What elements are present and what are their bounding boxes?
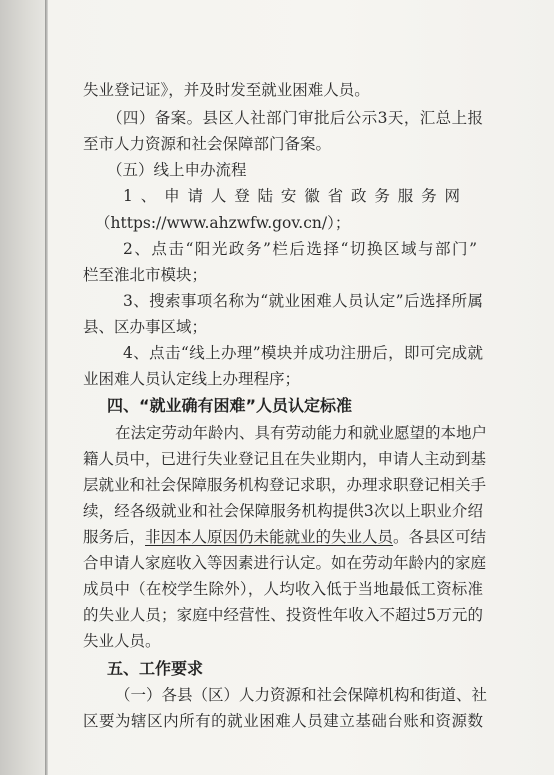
binding-spine xyxy=(45,0,48,775)
text-line: 成员中（在校学生除外），人均收入低于当地最低工资标准 xyxy=(83,580,483,598)
text-line: 至市人力资源和社会保障部门备案。 xyxy=(83,135,332,153)
text-line: 失业人员。 xyxy=(83,632,161,650)
text-line: （https://www.ahzwfw.gov.cn/）； xyxy=(95,214,351,232)
text-line: 失业登记证》，并及时发至就业困难人员。 xyxy=(83,81,370,99)
text-line: 县、区办事区域； xyxy=(83,318,208,336)
text-segment: 服务后， xyxy=(83,528,146,546)
text-line: 1、申请人登陆安徽省政务服务网 xyxy=(123,187,465,205)
text-line: 区要为辖区内所有的就业困难人员建立基础台账和资源数 xyxy=(83,712,483,730)
text-line: 2、点击“阳光政务”栏后选择“切换区域与部门” xyxy=(123,240,477,258)
text-line: 3、搜索事项名称为“就业困难人员认定”后选择所属 xyxy=(123,292,483,310)
text-line: 籍人员中，已进行失业登记且在失业期内，申请人主动到基 xyxy=(83,450,487,468)
text-line: 的失业人员；家庭中经营性、投资性年收入不超过5万元的 xyxy=(83,606,483,624)
text-line: 层就业和社会保障服务机构登记求职，办理求职登记相关手 xyxy=(83,476,487,494)
text-line: 业困难人员认定线上办理程序； xyxy=(83,370,301,388)
text-line: 在法定劳动年龄内、具有劳动能力和就业愿望的本地户 xyxy=(115,424,488,442)
text-segment: 。各县区可结 xyxy=(393,528,487,546)
section-heading: 五、工作要求 xyxy=(107,659,204,678)
text-line: （一）各县（区）人力资源和社会保障机构和街道、社 xyxy=(115,686,488,704)
text-line: 续，经各级就业和社会保障服务机构提供3次以上职业介绍 xyxy=(83,502,483,520)
text-line: （四）备案。县区人社部门审批后公示3天，汇总上报 xyxy=(107,109,483,127)
text-line xyxy=(83,527,487,547)
page-edge-shadow xyxy=(0,0,45,775)
underlined-text: 非因本人原因仍未能就业的失业人员 xyxy=(145,528,394,546)
section-heading: 四、“就业确有困难”人员认定标准 xyxy=(107,396,353,415)
text-line: 4、点击“线上办理”模块并成功注册后，即可完成就 xyxy=(123,344,483,362)
text-line: 合申请人家庭收入等因素进行认定。如在劳动年龄内的家庭 xyxy=(83,554,487,572)
text-line: （五）线上申办流程 xyxy=(107,161,247,179)
text-line: 栏至淮北市模块； xyxy=(83,266,208,284)
